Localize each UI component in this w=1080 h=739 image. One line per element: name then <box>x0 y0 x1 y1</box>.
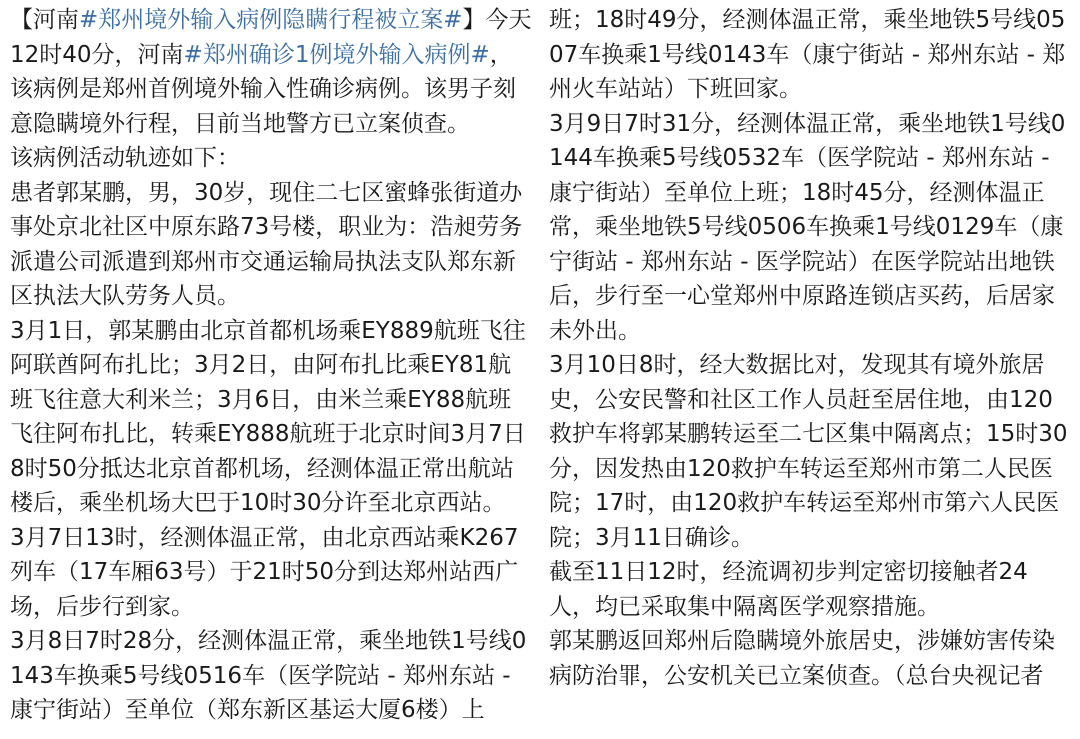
lead-bracket-close: 】 <box>462 7 486 33</box>
article-column-left <box>10 3 534 728</box>
paragraph-march-9: 3月9日7时31分，经测体温正常，乘坐地铁1号线0144车换乘5号线0532车（医学院站 - 郑州东站 - 康宁街站）至单位上班；18时45分，经测体温正常，乘坐地铁5号线0506车换乘1号线0129车（康宁街站 - 郑州东站 - 医学院站）在医学院站出地铁后，步行至一心堂郑州中原路连锁店买药，后居家未外出。 <box>549 110 1066 344</box>
topic-link-case-filed[interactable]: #郑州境外输入病例隐瞒行程被立案# <box>79 7 463 33</box>
paragraph-march-1: 3月1日，郭某鹏由北京首都机场乘EY889航班飞往阿联酋阿布扎比；3月2日，由阿布扎比乘EY81航班飞往意大利米兰；3月6日，由米兰乘EY88航班飞往阿布扎比，转乘EY888航班于北京时间3月7日8时50分抵达北京首都机场，经测体温正常出航站楼后，乘坐机场大巴于10时30分许至北京西站。 <box>10 317 526 516</box>
paragraph-case-filed: 郭某鹏返回郑州后隐瞒境外旅居史，涉嫌妨害传染病防治罪，公安机关已立案侦查。（总台央视记者 <box>549 628 1055 689</box>
lead-text-1: 今天12时40分，河南 <box>10 7 532 68</box>
lead-paragraph <box>10 3 534 141</box>
paragraph-march-7: 3月7日13时，经测体温正常，由北京西站乘K267列车（17车厢63号）于21时50分到达郑州站西广场，后步行到家。 <box>10 524 519 620</box>
paragraph-trajectory-intro: 该病例活动轨迹如下： <box>10 145 240 171</box>
lead-bracket-open: 【 <box>10 7 33 33</box>
paragraph-march-8-part2: 班；18时49分，经测体温正常，乘坐地铁5号线0507车换乘1号线0143车（康宁街站 - 郑州东站 - 郑州火车站站）下班回家。 <box>549 7 1066 102</box>
paragraph-patient-info: 患者郭某鹏，男，30岁，现住二七区蜜蜂张街道办事处京北社区中原东路73号楼，职业为：浩昶劳务派遣公司派遣到郑州市交通运输局执法支队郑东新区执法大队劳务人员。 <box>10 179 523 309</box>
paragraph-close-contacts: 截至11日12时，经流调初步判定密切接触者24人，均已采取集中隔离医学观察措施。 <box>549 559 1028 620</box>
paragraph-march-10: 3月10日8时，经大数据比对，发现其有境外旅居史，公安民警和社区工作人员赶至居住地，由120救护车将郭某鹏转运至二七区集中隔离点；15时30分，因发热由120救护车转运至郑州市第二人民医院；17时，由120救护车转运至郑州市第六人民医院；3月11日确诊。 <box>549 352 1068 551</box>
paragraph-march-8-part1: 3月8日7时28分，经测体温正常，乘坐地铁1号线0143车换乘5号线0516车（医学院站 - 郑州东站 - 康宁街站）至单位（郑东新区基运大厦6楼）上 <box>10 628 527 723</box>
topic-link-confirmed-case[interactable]: #郑州确诊1例境外输入病例# <box>183 41 490 68</box>
article-column-right <box>549 3 1071 693</box>
lead-text-2: ，该病例是郑州首例境外输入性确诊病例。该男子刻意隐瞒境外行程，目前当地警方已立案侦查。 <box>10 41 516 137</box>
lead-region: 河南 <box>33 7 79 33</box>
